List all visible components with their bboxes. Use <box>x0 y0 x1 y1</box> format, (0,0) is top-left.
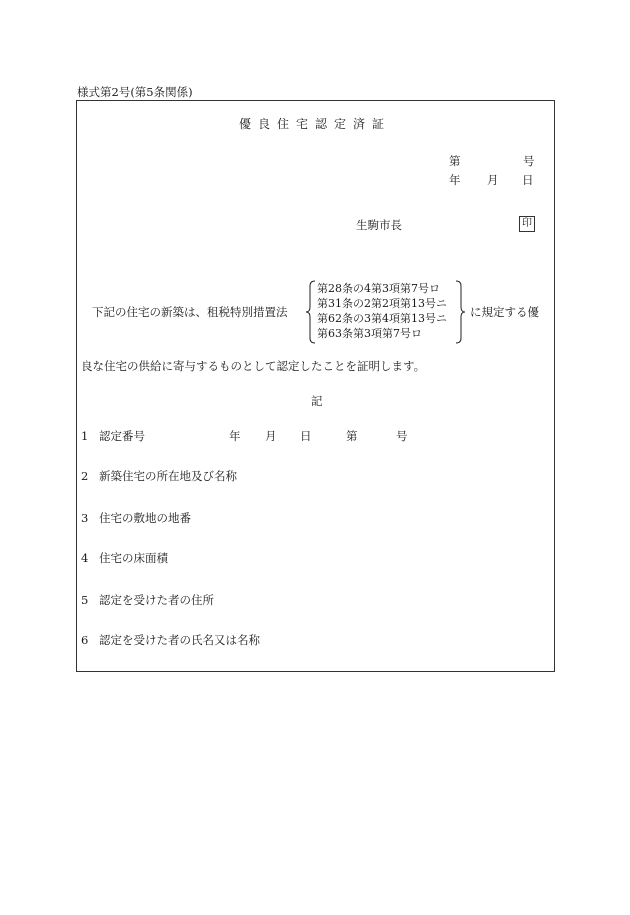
item-number: 2 <box>81 469 89 483</box>
item-number: 3 <box>81 511 89 525</box>
date-day: 日 <box>522 173 534 187</box>
form-label: 様式第2号(第5条関係) <box>77 85 193 99</box>
item-label: 住宅の床面積 <box>99 551 168 565</box>
date-year: 年 <box>449 173 461 187</box>
item-number: 5 <box>81 593 89 607</box>
item-number: 4 <box>81 551 89 565</box>
item-number: 6 <box>81 633 89 647</box>
right-brace-icon <box>454 280 466 344</box>
document-title: 優良住宅認定済証 <box>238 117 391 131</box>
body-continuation-text: 良な住宅の供給に寄与するものとして認定したことを証明します。 <box>81 359 426 373</box>
ki-heading: 記 <box>311 394 323 408</box>
body-after-brace-text: に規定する優 <box>470 305 539 319</box>
item-label: 認定を受けた者の住所 <box>99 593 214 607</box>
item1-dai: 第 <box>346 429 358 443</box>
item1-day: 日 <box>300 429 312 443</box>
item-label: 住宅の敷地の地番 <box>99 511 191 525</box>
item-label: 認定番号 <box>99 429 145 443</box>
law-ref: 第31条の2第2項第13号ニ <box>317 297 447 310</box>
item1-month: 月 <box>265 429 277 443</box>
number-dai: 第 <box>449 154 461 168</box>
left-brace-icon <box>305 280 317 344</box>
law-ref: 第62条の3第4項第13号ニ <box>317 312 447 325</box>
issuer-name: 生駒市長 <box>356 218 402 232</box>
item-label: 新築住宅の所在地及び名称 <box>99 469 237 483</box>
seal-mark: 印 <box>519 216 535 232</box>
certificate-frame <box>76 100 555 672</box>
item-label: 認定を受けた者の氏名又は名称 <box>99 633 260 647</box>
law-ref: 第63条第3項第7号ロ <box>317 327 422 340</box>
law-ref: 第28条の4第3項第7号ロ <box>317 282 440 295</box>
item1-go: 号 <box>396 429 408 443</box>
body-lead-text: 下記の住宅の新築は、租税特別措置法 <box>92 305 288 319</box>
item1-year: 年 <box>229 429 241 443</box>
date-month: 月 <box>487 173 499 187</box>
number-go: 号 <box>523 154 535 168</box>
item-number: 1 <box>81 429 89 443</box>
